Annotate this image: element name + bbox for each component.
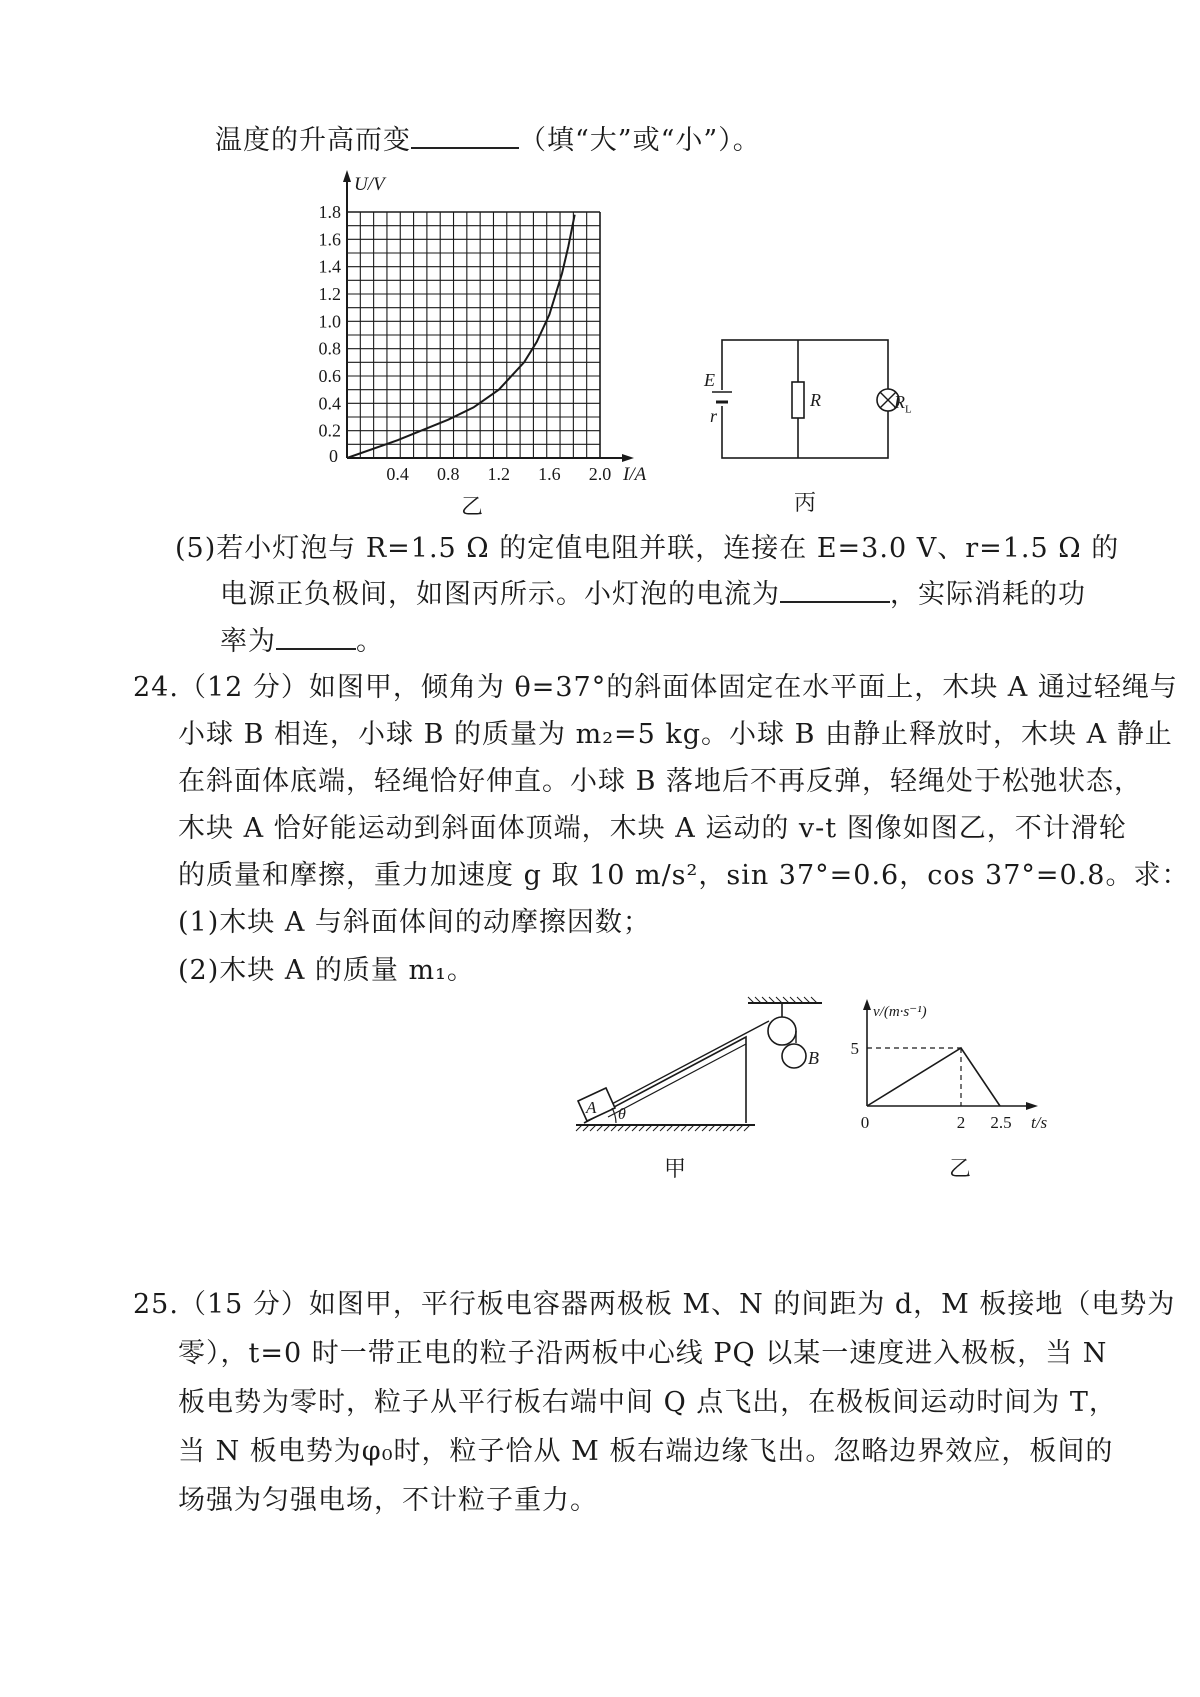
caption-yi-2: 乙 <box>948 1157 971 1182</box>
q5-line-1: (5)若小灯泡与 R=1.5 Ω 的定值电阻并联，连接在 E=3.0 V、r=1.5 Ω 的 <box>175 533 1120 564</box>
origin-label: 0 <box>329 446 338 466</box>
vt-x-2: 2 <box>956 1113 966 1132</box>
circuit-wire-frame <box>722 340 888 458</box>
y-axis-label: U/V <box>354 174 385 195</box>
y-tick-label: 1.8 <box>318 202 341 222</box>
x-axis-arrow <box>622 454 634 462</box>
q24-line-4: 木块 A 恰好能运动到斜面体顶端，木块 A 运动的 v-t 图像如图乙，不计滑轮 <box>178 813 1127 844</box>
q5-line-2 <box>220 572 1086 611</box>
label-B: B <box>808 1048 819 1068</box>
y-tick-label: 0.4 <box>318 393 341 414</box>
q24-line-5: 的质量和摩擦，重力加速度 g 取 10 m/s²，sin 37°=0.6，cos 37°=0.8。求： <box>178 860 1190 891</box>
caption-jia: 甲 <box>663 1157 686 1182</box>
vt-y-axis-arrow <box>863 999 871 1010</box>
q25-line-4: 当 N 板电势为φ₀时，粒子恰从 M 板右端边缘飞出。忽略边界效应，板间的 <box>178 1436 1114 1467</box>
y-axis-arrow <box>343 170 351 182</box>
x-tick-labels <box>386 464 611 484</box>
ui-graph-grid <box>347 212 600 458</box>
y-tick-label: 1.6 <box>318 229 341 250</box>
q5-line-3 <box>220 619 384 658</box>
caption-yi-1: 乙 <box>460 495 483 520</box>
label-RL-main: R <box>894 392 905 412</box>
q25-line-3: 板电势为零时，粒子从平行板右端中间 Q 点飞出，在极板间运动时间为 T， <box>178 1387 1117 1418</box>
label-RL <box>894 392 912 416</box>
x-tick-label: 0.4 <box>386 464 409 484</box>
answer-blank-1[interactable] <box>411 121 519 149</box>
caption-bing: 丙 <box>793 491 816 516</box>
q24-line-3: 在斜面体底端，轻绳恰好伸直。小球 B 落地后不再反弹，轻绳处于松弛状态， <box>178 766 1143 797</box>
y-tick-labels <box>319 202 342 441</box>
answer-blank-power[interactable] <box>276 622 356 650</box>
label-A: A <box>586 1098 597 1117</box>
vt-x-axis-arrow <box>1026 1102 1038 1110</box>
incline-diagram <box>570 995 830 1140</box>
y-tick-label: 1.0 <box>318 311 341 332</box>
angle-arc <box>612 1108 616 1123</box>
q5-line-2b: ，实际消耗的功 <box>890 579 1086 610</box>
pulley-icon <box>768 1017 796 1045</box>
ball-B <box>782 1044 806 1068</box>
label-R: R <box>810 390 821 410</box>
intro-line <box>215 118 761 157</box>
y-tick-label: 0.6 <box>318 366 341 386</box>
ui-curve <box>347 215 575 458</box>
q5-line-2a: 电源正负极间，如图丙所示。小灯泡的电流为 <box>220 579 780 610</box>
circuit-diagram <box>700 330 910 470</box>
q24-line-1: 24.（12 分）如图甲，倾角为 θ=37°的斜面体固定在水平面上，木块 A 通过轻绳与 <box>133 672 1178 703</box>
label-RL-sub: L <box>905 403 912 416</box>
vt-y-label: v/(m·s⁻¹) <box>873 1004 927 1020</box>
incline-surface-inner <box>608 1044 746 1117</box>
vt-x-label: t/s <box>1031 1113 1048 1132</box>
resistor-R <box>792 382 804 418</box>
label-r: r <box>710 406 718 426</box>
intro-text-a: 温度的升高而变 <box>215 125 411 156</box>
intro-text-b: （填“大”或“小”）。 <box>519 125 761 156</box>
vt-line <box>867 1048 1000 1106</box>
y-tick-label: 1.2 <box>318 284 341 304</box>
x-tick-label: 1.2 <box>487 464 511 484</box>
q24-part-1: (1)木块 A 与斜面体间的动摩擦因数； <box>178 907 651 938</box>
y-tick-label: 1.4 <box>318 256 341 277</box>
q5-line-3b: 。 <box>356 626 384 657</box>
q25-line-2: 零），t=0 时一带正电的粒子沿两板中心线 PQ 以某一速度进入极板，当 N <box>178 1338 1108 1369</box>
x-axis-label: I/A <box>623 464 647 485</box>
x-tick-label: 2.0 <box>588 464 612 484</box>
q25-line-1: 25.（15 分）如图甲，平行板电容器两极板 M、N 的间距为 d，M 板接地（电势为 <box>133 1289 1176 1320</box>
q5-line-3a: 率为 <box>220 626 276 657</box>
ui-graph <box>300 168 670 508</box>
q24-part-2: (2)木块 A 的质量 m₁。 <box>178 955 475 986</box>
q24-line-2: 小球 B 相连，小球 B 的质量为 m₂=5 kg。小球 B 由静止释放时，木块 A 静止 <box>178 719 1173 750</box>
vt-y-5: 5 <box>850 1039 859 1058</box>
q25-line-5: 场强为匀强电场，不计粒子重力。 <box>178 1485 598 1516</box>
vt-graph <box>845 990 1065 1140</box>
vt-origin: 0 <box>860 1113 870 1132</box>
rope-incline <box>608 1021 769 1106</box>
label-E: E <box>704 370 715 390</box>
y-tick-label: 0.8 <box>318 338 341 359</box>
y-tick-label: 0.2 <box>318 420 341 441</box>
answer-blank-current[interactable] <box>780 575 890 603</box>
x-tick-label: 0.8 <box>436 464 460 484</box>
x-tick-label: 1.6 <box>538 464 561 484</box>
vt-x-25: 2.5 <box>990 1113 1012 1132</box>
label-theta: θ <box>618 1106 626 1123</box>
